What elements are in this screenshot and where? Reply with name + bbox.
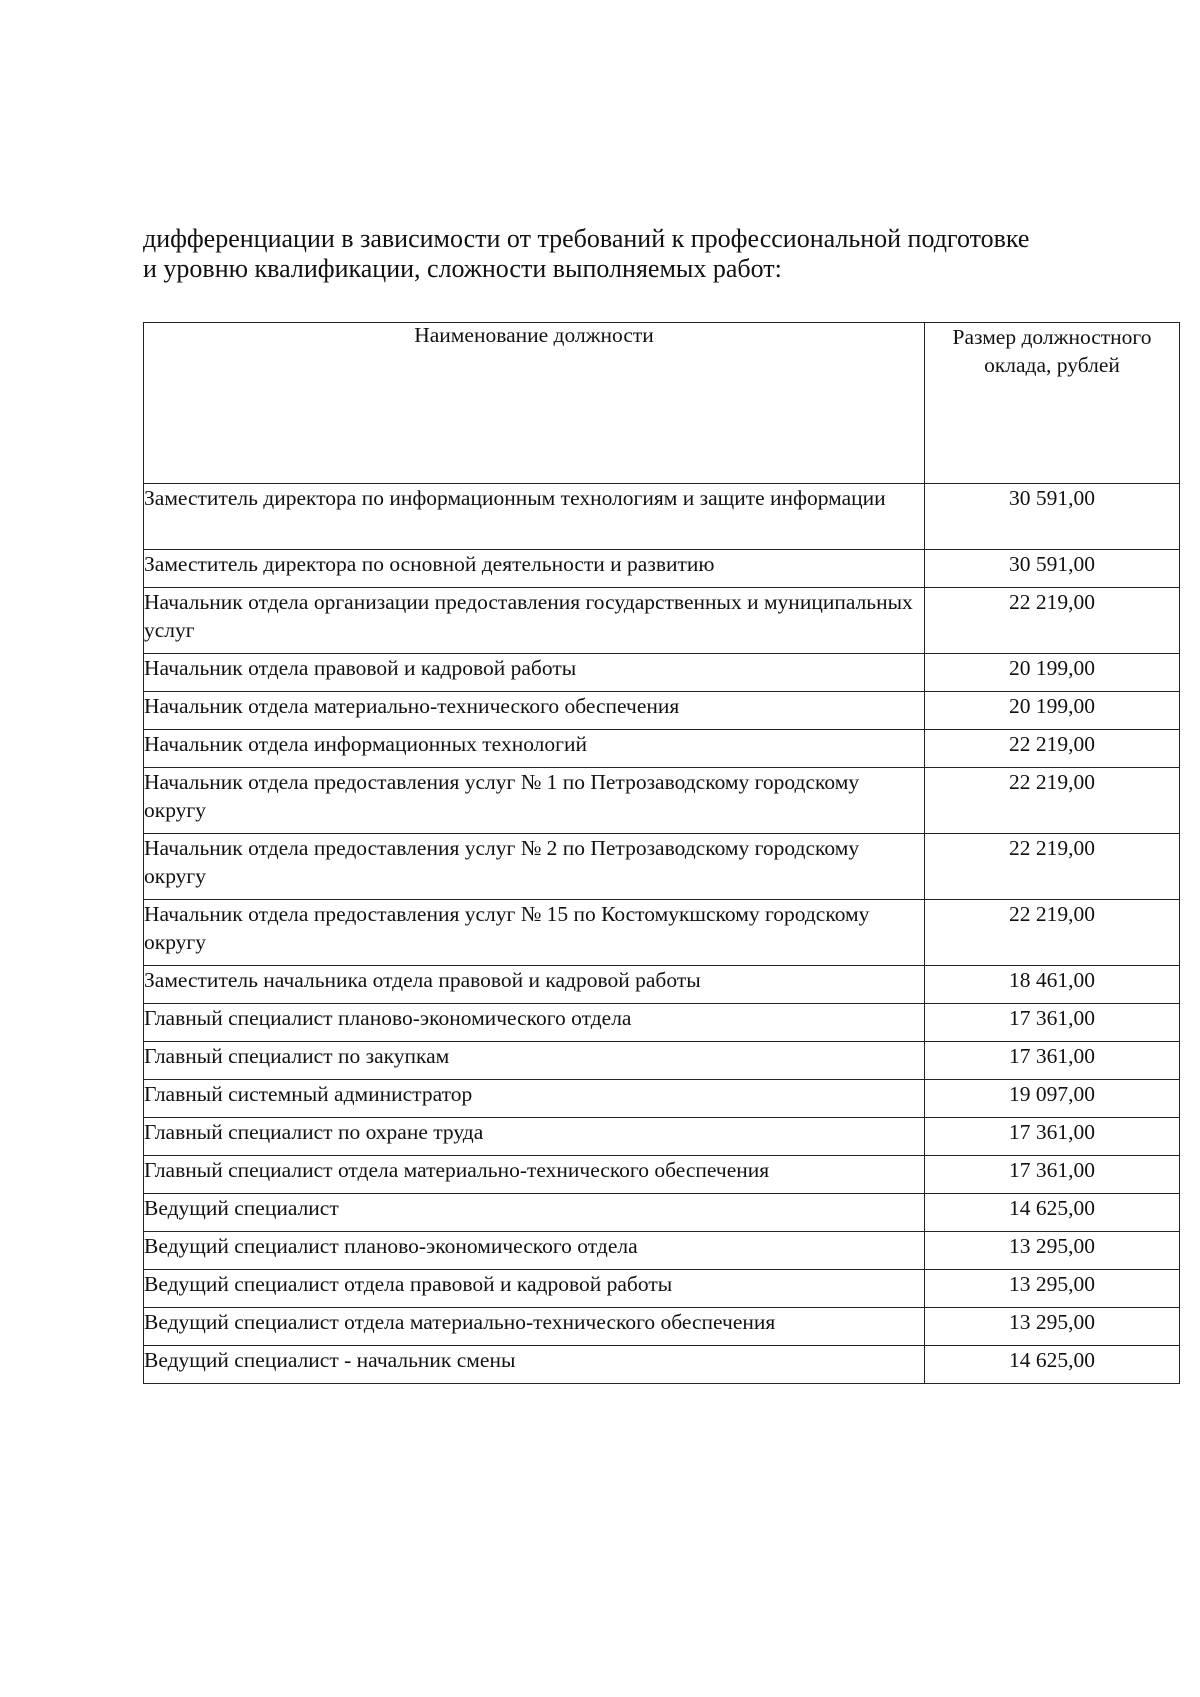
table-row bbox=[144, 834, 1180, 900]
intro-line-2: и уровню квалификации, сложности выполняемых работ: bbox=[143, 254, 782, 283]
salary-cell: 30 591,00 bbox=[925, 484, 1180, 550]
position-cell: Начальник отдела правовой и кадровой работы bbox=[144, 654, 925, 692]
salary-table bbox=[143, 322, 1180, 1384]
intro-paragraph bbox=[143, 224, 1143, 284]
header-salary bbox=[925, 323, 1180, 484]
table-row bbox=[144, 768, 1180, 834]
position-cell: Ведущий специалист отдела правовой и кадровой работы bbox=[144, 1270, 925, 1308]
table-row bbox=[144, 1346, 1180, 1384]
table-row bbox=[144, 484, 1180, 550]
salary-cell: 22 219,00 bbox=[925, 900, 1180, 966]
position-cell: Ведущий специалист bbox=[144, 1194, 925, 1232]
table-row bbox=[144, 1232, 1180, 1270]
salary-cell: 22 219,00 bbox=[925, 834, 1180, 900]
table-header-row bbox=[144, 323, 1180, 484]
salary-cell: 22 219,00 bbox=[925, 730, 1180, 768]
table-row bbox=[144, 1080, 1180, 1118]
position-cell: Главный специалист по закупкам bbox=[144, 1042, 925, 1080]
position-cell: Заместитель директора по информационным технологиям и защите информации bbox=[144, 484, 925, 550]
position-cell: Начальник отдела предоставления услуг № 2 по Петрозаводскому городскому округу bbox=[144, 834, 925, 900]
table-row bbox=[144, 730, 1180, 768]
position-cell: Ведущий специалист - начальник смены bbox=[144, 1346, 925, 1384]
position-cell: Главный системный администратор bbox=[144, 1080, 925, 1118]
position-cell: Заместитель начальника отдела правовой и кадровой работы bbox=[144, 966, 925, 1004]
intro-line-1: дифференциации в зависимости от требований к профессиональной подготовке bbox=[143, 224, 1030, 253]
table-row bbox=[144, 900, 1180, 966]
salary-cell: 14 625,00 bbox=[925, 1194, 1180, 1232]
position-cell: Главный специалист отдела материально-технического обеспечения bbox=[144, 1156, 925, 1194]
salary-cell: 17 361,00 bbox=[925, 1156, 1180, 1194]
table-row bbox=[144, 692, 1180, 730]
position-cell: Главный специалист по охране труда bbox=[144, 1118, 925, 1156]
table-row bbox=[144, 1194, 1180, 1232]
table-row bbox=[144, 1156, 1180, 1194]
salary-cell: 17 361,00 bbox=[925, 1118, 1180, 1156]
position-cell: Начальник отдела предоставления услуг № 1 по Петрозаводскому городскому округу bbox=[144, 768, 925, 834]
table-row bbox=[144, 1004, 1180, 1042]
table-body bbox=[144, 484, 1180, 1384]
table-row bbox=[144, 1042, 1180, 1080]
position-cell: Начальник отдела предоставления услуг № 15 по Костомукшскому городскому округу bbox=[144, 900, 925, 966]
header-position: Наименование должности bbox=[144, 323, 925, 484]
position-cell: Главный специалист планово-экономического отдела bbox=[144, 1004, 925, 1042]
table-row bbox=[144, 588, 1180, 654]
position-cell: Начальник отдела информационных технологий bbox=[144, 730, 925, 768]
position-cell: Ведущий специалист планово-экономического отдела bbox=[144, 1232, 925, 1270]
position-cell: Начальник отдела организации предоставления государственных и муниципальных услуг bbox=[144, 588, 925, 654]
salary-cell: 18 461,00 bbox=[925, 966, 1180, 1004]
position-cell: Заместитель директора по основной деятельности и развитию bbox=[144, 550, 925, 588]
salary-cell: 22 219,00 bbox=[925, 588, 1180, 654]
salary-cell: 13 295,00 bbox=[925, 1270, 1180, 1308]
salary-cell: 17 361,00 bbox=[925, 1042, 1180, 1080]
table-row bbox=[144, 654, 1180, 692]
table-row bbox=[144, 1118, 1180, 1156]
salary-cell: 22 219,00 bbox=[925, 768, 1180, 834]
position-cell: Начальник отдела материально-технического обеспечения bbox=[144, 692, 925, 730]
table-row bbox=[144, 550, 1180, 588]
salary-cell: 13 295,00 bbox=[925, 1308, 1180, 1346]
salary-cell: 20 199,00 bbox=[925, 654, 1180, 692]
salary-cell: 13 295,00 bbox=[925, 1232, 1180, 1270]
table-row bbox=[144, 1308, 1180, 1346]
header-salary-text: Размер должностного оклада, рублей bbox=[952, 325, 1152, 377]
salary-cell: 14 625,00 bbox=[925, 1346, 1180, 1384]
table-row bbox=[144, 1270, 1180, 1308]
salary-cell: 20 199,00 bbox=[925, 692, 1180, 730]
table-row bbox=[144, 966, 1180, 1004]
salary-cell: 19 097,00 bbox=[925, 1080, 1180, 1118]
salary-cell: 30 591,00 bbox=[925, 550, 1180, 588]
salary-cell: 17 361,00 bbox=[925, 1004, 1180, 1042]
position-cell: Ведущий специалист отдела материально-технического обеспечения bbox=[144, 1308, 925, 1346]
